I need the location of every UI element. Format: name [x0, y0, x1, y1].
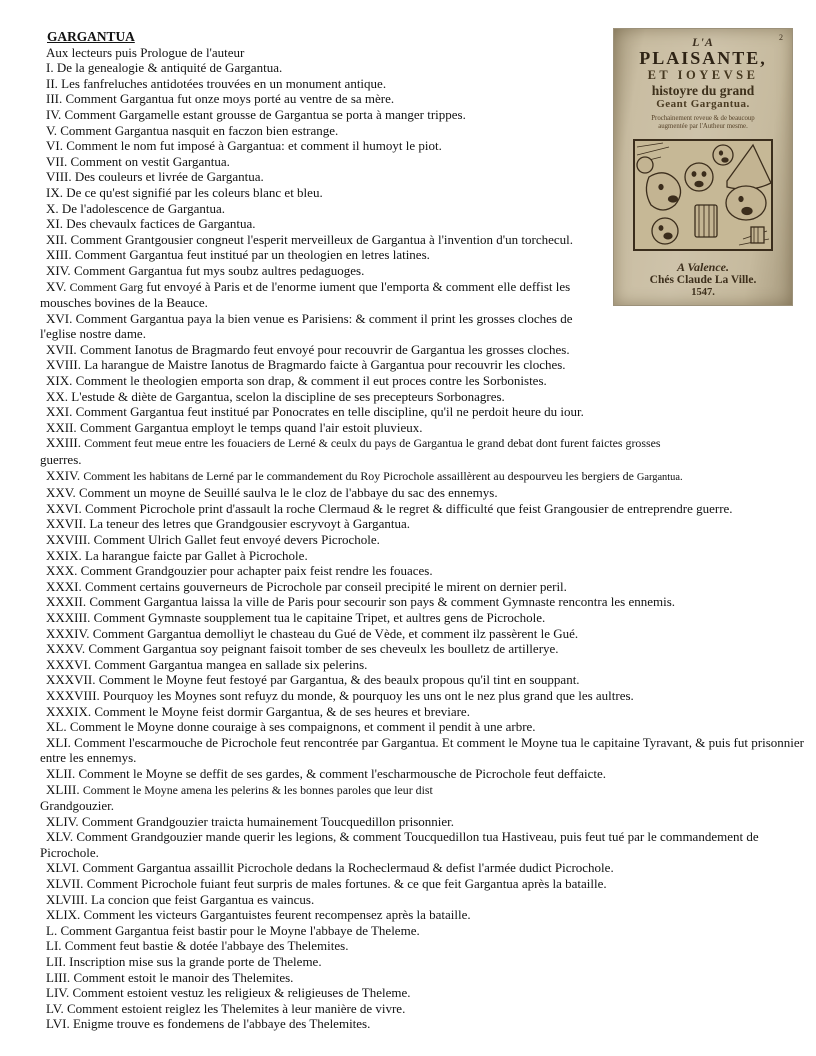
toc-item: [40, 954, 808, 970]
chapter-number: XI.: [46, 216, 67, 232]
chapter-text: Comment les habitans de Lerné par le commandement du Roy Picrochole assaillèrent au despourveu les bergiers de: [83, 468, 637, 483]
imprint-publisher: Chés Claude La Ville.: [649, 274, 757, 287]
toc-item: [40, 626, 808, 642]
chapter-text: Comment Gargantua feist bastir pour le Moyne l'abbaye de Theleme.: [60, 922, 420, 938]
toc-item: [40, 892, 808, 908]
chapter-text: La harangue de Maistre Ianotus de Bragmardo faicte à Gargantua pour recouvrir les cloches.: [84, 357, 566, 373]
chapter-number: XVIII.: [46, 357, 85, 373]
chapter-number: XLI.: [46, 734, 75, 750]
chapter-text: Comment Gargantua mangea en sallade six pelerins.: [94, 656, 368, 672]
toc-item: [40, 548, 808, 564]
chapter-text: Comment Grandgouzier traicta humainement Toucquedillon prisonnier.: [81, 813, 455, 829]
chapter-text: Comment le Moyne amena les pelerins & les bonnes paroles que leur dist: [82, 782, 433, 797]
chapter-text: Comment Gargantua assaillit Picrochole dedans la Rocheclermaud & defist l'armée dudict Picrochole.: [82, 860, 614, 876]
chapter-text: Comment le nom fut imposé à Gargantua: et comment il humoyt le piot.: [66, 138, 442, 154]
chapter-number: XXXVI.: [46, 656, 95, 672]
chapter-number: LI.: [46, 938, 65, 954]
imprint-place: A Valence.: [676, 260, 729, 275]
toc-item: [40, 704, 808, 720]
chapter-text: Comment le Moyne donne couraige à ses compaignons, et comment il pendit à une arbre.: [69, 719, 536, 735]
chapter-number: VI.: [46, 138, 67, 154]
chapter-text: Comment Gargantua feut institué par un theologien en letres latines.: [74, 247, 430, 263]
title-page-scan: [614, 29, 792, 305]
chapter-number: XXIV.: [46, 467, 84, 483]
chapter-number: XII.: [46, 231, 71, 247]
toc-item: [40, 907, 808, 923]
chapter-text: Inscription mise sus la grande porte de Theleme.: [69, 954, 322, 970]
toc-item: [40, 1001, 808, 1017]
chapter-number: XXVII.: [46, 516, 90, 532]
plate-title-line-2: PLAISANTE,: [639, 48, 767, 68]
toc-item: [40, 594, 808, 610]
chapter-number: IV.: [46, 106, 65, 122]
chapter-text: Comment Ianotus de Bragmardo feut envoyé pour recouvrir de Gargantua les grosses cloches.: [79, 341, 570, 357]
toc-item: [40, 563, 808, 579]
chapter-number: XXXVIII.: [46, 687, 104, 703]
chapter-text: Comment Gymnaste soupplement tua le capitaine Tripet, et aultres gens de Picrochole.: [93, 609, 546, 625]
toc-item: [40, 938, 808, 954]
chapter-number: XXXII.: [46, 594, 90, 610]
toc-item: [40, 672, 808, 688]
chapter-number: L.: [46, 922, 61, 938]
chapter-text: Gargantua.: [636, 471, 683, 483]
chapter-text: Comment le Moyne feut festoyé par Gargantua, & des beaulx propous qu'il tint en souppant.: [98, 672, 580, 688]
chapter-number: XLIV.: [46, 813, 82, 829]
toc-item: [40, 985, 808, 1001]
chapter-number: X.: [46, 200, 62, 216]
chapter-text: Comment Gargantua employt le temps quand l'air estoit pluvieux.: [79, 419, 423, 435]
chapter-number: XVII.: [46, 341, 80, 357]
chapter-number: XIX.: [46, 373, 76, 389]
toc-item: [40, 501, 808, 517]
chapter-number: III.: [46, 91, 66, 107]
chapter-number: XXXVII.: [46, 672, 99, 688]
toc-item: [40, 782, 808, 814]
chapter-text: L'estude & diète de Gargantua, scelon la discipline de ses precepteurs Sorbonagres.: [71, 388, 505, 404]
imprint-block: [614, 261, 792, 299]
chapter-text: Comment le Moyne se deffit de ses gardes, & comment l'escharmousche de Picrochole feut deffaicte.: [78, 765, 606, 781]
chapter-text: Comment Picrochole fuiant feut surpris de males fortunes. & ce que feit Gargantua après la bataille.: [86, 876, 607, 892]
chapter-text: Comment estoit le manoir des Thelemites.: [73, 969, 294, 985]
chapter-text: fut envoyé à Paris et de l'enorme iument que l'emporta & comment elle deffist les mousches bovines de la Beauce.: [40, 278, 571, 311]
plate-subtitle-line-1: Prochainement reveue & de beaucoup: [651, 115, 755, 122]
toc-item: [40, 923, 808, 939]
chapter-text: De ce qu'est signifié par les coleurs blanc et bleu.: [66, 184, 323, 200]
chapter-number: LV.: [46, 1000, 67, 1016]
chapter-number: XLVII.: [46, 876, 87, 892]
chapter-text: Les fanfreluches antidotées trouvées en un monument antique.: [61, 75, 387, 91]
chapter-text: Comment Gargantua nasquit en faczon bien estrange.: [60, 122, 339, 138]
toc-item: [40, 342, 808, 358]
chapter-number: XXXIV.: [46, 625, 93, 641]
chapter-number: XXIX.: [46, 547, 85, 563]
chapter-number: VIII.: [46, 169, 75, 185]
toc-item: [40, 404, 808, 420]
chapter-text: Comment le theologien emporta son drap, & comment il eut proces contre les Sorbonistes.: [75, 373, 547, 389]
chapter-text: Pourquoy les Moynes sont refuyz du monde, & pourquoy les uns ont le nez plus grand que les aultres.: [103, 687, 634, 703]
chapter-number: XX.: [46, 388, 72, 404]
chapter-number: XXXIX.: [46, 703, 95, 719]
chapter-number: LIV.: [46, 985, 73, 1001]
chapter-number: IX.: [46, 184, 67, 200]
chapter-text: Comment Gargantua feut institué par Ponocrates en telle discipline, qu'il ne perdoit heure du iour.: [75, 404, 584, 420]
toc-item: [40, 860, 808, 876]
chapter-number: II.: [46, 75, 62, 91]
chapter-number: XXXIII.: [46, 609, 94, 625]
toc-item: [40, 532, 808, 548]
chapter-text: Comment estoient reiglez les Thelemites à leur manière de vivre.: [66, 1000, 406, 1016]
toc-item: [40, 420, 808, 436]
chapter-text: Comment on vestit Gargantua.: [70, 153, 230, 169]
toc-item: [40, 641, 808, 657]
toc-item: [40, 357, 808, 373]
chapter-text: De l'adolescence de Gargantua.: [61, 200, 225, 216]
chapter-text: Comment Grantgousier congneut l'esperit merveilleux de Gargantua à l'invention d'un torchecul.: [70, 231, 573, 247]
plate-subtitle-line-2: augmentée par l'Autheur mesme.: [658, 122, 748, 130]
chapter-number: LII.: [46, 954, 70, 970]
scan-page-number: 2: [779, 33, 783, 42]
chapter-number: XV.: [46, 278, 70, 294]
chapter-text: Comment Gargantua soy peignant faisoit tomber de ses cheveulx les boulletz de artillerye.: [88, 641, 559, 657]
chapter-text: Comment Ulrich Gallet feut envoyé devers Picrochole.: [93, 532, 380, 547]
chapter-text: Enigme trouve es fondemens de l'abbaye des Thelemites.: [72, 1016, 371, 1032]
chapter-number: LIII.: [46, 969, 74, 985]
chapter-text: Comment estoient vestuz les religieux & religieuses de Theleme.: [72, 985, 411, 1001]
chapter-number: XXXI.: [46, 578, 85, 594]
chapter-text: Comment le Moyne feist dormir Gargantua, & de ses heures et breviare.: [94, 703, 470, 719]
toc-item: [40, 579, 808, 595]
chapter-number: XLII.: [46, 765, 79, 781]
chapter-number: XLV.: [46, 829, 77, 845]
chapter-text: De la genealogie & antiquité de Gargantua.: [56, 60, 283, 76]
chapter-number: XXI.: [46, 404, 76, 420]
chapter-text: Comment les victeurs Gargantuistes feurent recompensez après la bataille.: [83, 907, 471, 923]
plate-title-line-1: L'A: [692, 35, 714, 49]
chapter-text: Comment feut meue entre les fouaciers de Lerné & ceulx du pays de Gargantua le grand debat dont furent faictes grosses: [84, 436, 661, 451]
chapter-number: XLVIII.: [46, 891, 92, 907]
chapter-text: Comment Grandgouzier mande querir les legions, & comment Toucquedillon tua Hastiveau, puis feut tué par le commandement de Picrochole.: [40, 829, 759, 860]
toc-item: [40, 311, 808, 342]
woodcut-illustration: [633, 139, 773, 251]
chapter-number: XXV.: [46, 485, 79, 501]
toc-item: [40, 766, 808, 782]
chapter-text: Comment l'escarmouche de Picrochole feut rencontrée par Gargantua. Et comment le Moyne tua le capitaine Tyravant, & puis fut prisonnier entre les ennemys.: [40, 734, 804, 766]
toc-item: [40, 970, 808, 986]
chapter-text: Comment un moyne de Seuillé saulva le le cloz de l'abbaye du sac des ennemys.: [79, 485, 498, 501]
chapter-number: XVI.: [46, 310, 76, 326]
chapter-text: Comment feut bastie & dotée l'abbaye des Thelemites.: [64, 938, 349, 954]
imprint-year: 1547.: [691, 287, 715, 299]
toc-item: [40, 735, 808, 766]
chapter-number: XLVI.: [46, 860, 83, 876]
toc-item: [40, 814, 808, 830]
toc-item: [40, 435, 808, 467]
chapter-text: Comment Gargantua paya la bien venue es Parisiens: & comment il print les grosses cloches de l'eglise nostre dame.: [40, 310, 573, 342]
chapter-number: V.: [46, 122, 61, 138]
chapter-text: La harangue faicte par Gallet à Picrochole.: [85, 547, 308, 563]
chapter-number: XXXV.: [46, 641, 89, 657]
toc-item: [40, 516, 808, 532]
chapter-text: Des couleurs et livrée de Gargantua.: [74, 169, 264, 185]
chapter-text: Comment Gargantua fut mys soubz aultres pedaguoges.: [73, 262, 365, 278]
toc-item: [40, 688, 808, 704]
chapter-number: XXX.: [46, 563, 81, 579]
plate-title-line-3: ET IOYEVSE: [647, 68, 759, 82]
chapter-number: XXVIII.: [46, 532, 94, 547]
chapter-number: XLIII.: [46, 781, 83, 797]
toc-item: [40, 719, 808, 735]
chapter-text: Aux lecteurs puis Prologue de l'auteur: [46, 44, 245, 60]
chapter-text: Comment Picrochole print d'assault la roche Clermaud & le regret & difficulté que feist Grangousier de entreprendre guerre.: [85, 500, 733, 516]
chapter-text: La concion que feist Gargantua es vaincus.: [91, 891, 315, 907]
page-title-text: GARGANTUA: [47, 29, 135, 44]
chapter-text: Des chevaulx factices de Gargantua.: [66, 216, 256, 232]
chapter-number: I.: [46, 60, 57, 76]
plate-title-line-4: histoyre du grand: [651, 83, 755, 98]
chapter-text: Comment Gargantua demolliyt le chasteau du Gué de Vède, et comment ilz passèrent le Gué.: [92, 625, 579, 641]
toc-item: [40, 610, 808, 626]
chapter-number: LVI.: [46, 1016, 73, 1032]
chapter-number: VII.: [46, 153, 71, 169]
chapter-text: Comment certains gouverneurs de Picrochole par conseil precipité le mirent on dernier peril.: [85, 578, 567, 594]
chapter-text: Comment Gargamelle estant grousse de Gargantua se porta à manger trippes.: [64, 106, 466, 122]
chapter-text: Comment Gargantua laissa la ville de Paris pour secourir son pays & comment Gymnaste rencontra les ennemis.: [89, 594, 676, 610]
chapter-number: XLIX.: [46, 907, 84, 923]
toc-item: [40, 389, 808, 405]
toc-item: [40, 485, 808, 501]
toc-item: [40, 468, 808, 486]
chapter-text: guerres.: [40, 452, 82, 468]
chapter-number: XXVI.: [46, 500, 85, 516]
plate-title-line-5: Geant Gargantua.: [656, 98, 750, 110]
chapter-number: XXII.: [46, 419, 80, 435]
chapter-number: XIII.: [46, 247, 75, 263]
chapter-text: Comment Garg: [69, 279, 144, 294]
chapter-text: Comment Grandgouzier pour achapter paix feist rendre les fouaces.: [80, 563, 433, 579]
chapter-number: XL.: [46, 719, 70, 735]
chapter-number: XXIII.: [46, 435, 85, 451]
toc-item: [40, 657, 808, 673]
toc-item: [40, 876, 808, 892]
chapter-text: Comment Gargantua fut onze moys porté au ventre de sa mère.: [65, 91, 395, 107]
toc-item: [40, 829, 808, 860]
chapter-number: XIV.: [46, 262, 74, 278]
toc-item: [40, 1016, 808, 1032]
chapter-text: La teneur des letres que Grandgousier escryvoyt à Gargantua.: [89, 516, 410, 532]
chapter-text: Grandgouzier.: [40, 798, 115, 814]
toc-item: [40, 373, 808, 389]
